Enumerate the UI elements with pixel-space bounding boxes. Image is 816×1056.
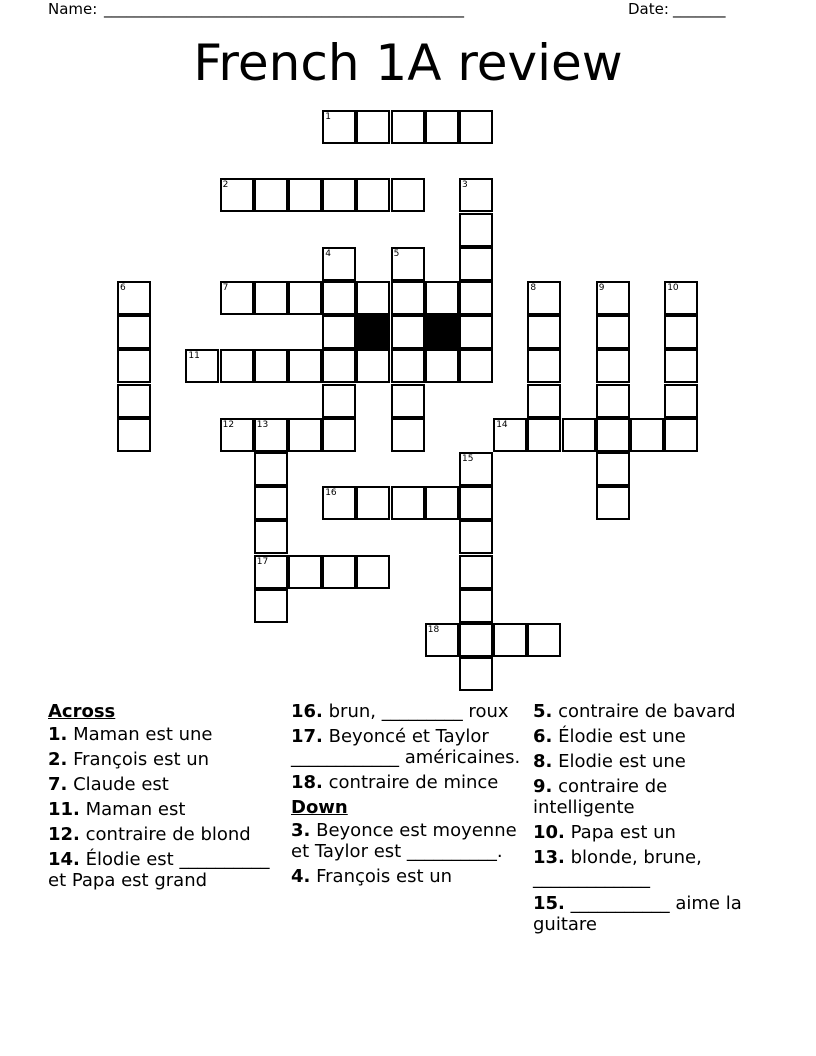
- cell-number: 7: [222, 283, 229, 293]
- black-square: [425, 315, 459, 349]
- crossword-cell[interactable]: [356, 349, 390, 383]
- clues-column-2: [291, 701, 526, 891]
- crossword-cell[interactable]: [596, 315, 630, 349]
- crossword-cell[interactable]: [322, 281, 356, 315]
- clue-text: Élodie est une: [558, 726, 686, 747]
- crossword-cell[interactable]: [391, 281, 425, 315]
- crossword-cell[interactable]: [459, 281, 493, 315]
- crossword-cell[interactable]: [425, 486, 459, 520]
- crossword-cell[interactable]: [527, 384, 561, 418]
- crossword-cell[interactable]: [254, 555, 288, 589]
- crossword-cell[interactable]: [493, 623, 527, 657]
- crossword-cell[interactable]: [664, 281, 698, 315]
- crossword-cell[interactable]: [391, 486, 425, 520]
- cell-number: 14: [496, 419, 508, 430]
- cell-number: 17: [256, 556, 269, 567]
- crossword-cell[interactable]: [391, 349, 425, 383]
- crossword-cell[interactable]: [322, 555, 356, 589]
- clue-text: François est un: [73, 749, 210, 770]
- crossword-cell[interactable]: [117, 281, 151, 315]
- cell-number: 18: [427, 625, 440, 635]
- crossword-cell[interactable]: [596, 486, 630, 520]
- crossword-cell[interactable]: [596, 281, 630, 315]
- crossword-cell[interactable]: [459, 452, 493, 486]
- crossword-cell[interactable]: [527, 623, 561, 657]
- crossword-cell[interactable]: [459, 315, 493, 349]
- cell-number: 4: [325, 248, 331, 259]
- clue-across-2: [48, 749, 278, 770]
- clues-column-1: [48, 701, 278, 895]
- crossword-cell[interactable]: [493, 418, 527, 452]
- crossword-cell[interactable]: [322, 178, 356, 212]
- crossword-cell[interactable]: [117, 418, 151, 452]
- clue-text: Maman est: [85, 799, 186, 820]
- crossword-cell[interactable]: [254, 178, 288, 212]
- clue-text: brun, _________ roux: [328, 701, 509, 722]
- clue-text: blonde, brune, _____________: [533, 847, 702, 889]
- across-heading: Across: [48, 701, 116, 722]
- cell-number: 13: [256, 419, 269, 430]
- down-heading: Down: [291, 797, 348, 818]
- clue-down-15: [533, 893, 753, 935]
- crossword-cell[interactable]: [220, 178, 254, 212]
- clue-text: François est un: [316, 866, 453, 887]
- cell-number: 9: [598, 283, 605, 293]
- clue-text: Beyonce est moyenne et Taylor est __________.: [291, 820, 517, 862]
- clue-text: contraire de mince: [328, 772, 499, 793]
- clue-number: 11.: [48, 799, 80, 820]
- clue-number: 6.: [533, 726, 553, 747]
- crossword-cell[interactable]: [220, 349, 254, 383]
- crossword-cell[interactable]: [459, 486, 493, 520]
- clue-number: 2.: [48, 749, 68, 770]
- cell-number: 16: [325, 488, 337, 499]
- crossword-cell[interactable]: [391, 315, 425, 349]
- cell-number: 15: [462, 454, 474, 464]
- crossword-cell[interactable]: [288, 555, 322, 589]
- name-blank: ________________________________________________: [104, 0, 464, 18]
- crossword-cell[interactable]: [425, 281, 459, 315]
- clue-number: 8.: [533, 751, 553, 772]
- crossword-cell[interactable]: [322, 247, 356, 281]
- crossword-cell[interactable]: [356, 555, 390, 589]
- crossword-cell[interactable]: [459, 349, 493, 383]
- clue-text: Papa est un: [570, 822, 676, 843]
- clue-number: 1.: [48, 724, 68, 745]
- cell-number: 5: [393, 248, 400, 259]
- crossword-cell[interactable]: [322, 110, 356, 144]
- crossword-cell[interactable]: [459, 589, 493, 623]
- clue-text: Maman est une: [73, 724, 213, 745]
- cell-number: 2: [222, 180, 229, 191]
- clue-number: 16.: [291, 701, 323, 722]
- crossword-cell[interactable]: [288, 418, 322, 452]
- crossword-cell[interactable]: [459, 555, 493, 589]
- crossword-cell[interactable]: [322, 486, 356, 520]
- crossword-cell[interactable]: [356, 110, 390, 144]
- crossword-cell[interactable]: [185, 349, 219, 383]
- crossword-cell[interactable]: [596, 349, 630, 383]
- crossword-cell[interactable]: [664, 384, 698, 418]
- cell-number: 3: [462, 180, 468, 191]
- crossword-cell[interactable]: [664, 349, 698, 383]
- crossword-cell[interactable]: [288, 178, 322, 212]
- crossword-cell[interactable]: [425, 349, 459, 383]
- cell-number: 8: [530, 283, 537, 293]
- crossword-cell[interactable]: [254, 452, 288, 486]
- clue-number: 12.: [48, 824, 80, 845]
- date-label: Date:: [628, 0, 669, 18]
- clues-column-3: [533, 701, 753, 939]
- clue-down-5: [533, 701, 753, 722]
- clue-down-4: [291, 866, 526, 887]
- crossword-cell[interactable]: [459, 520, 493, 554]
- clue-across-17: [291, 726, 526, 768]
- crossword-cell[interactable]: [425, 110, 459, 144]
- clue-number: 13.: [533, 847, 565, 868]
- clue-text: Beyoncé et Taylor ____________ américaines.: [291, 726, 521, 768]
- crossword-cell[interactable]: [527, 281, 561, 315]
- crossword-cell[interactable]: [288, 281, 322, 315]
- clue-across-18: [291, 772, 526, 793]
- black-square: [356, 315, 390, 349]
- clue-across-16: [291, 701, 526, 722]
- crossword-cell[interactable]: [254, 520, 288, 554]
- clue-number: 4.: [291, 866, 311, 887]
- crossword-cell[interactable]: [391, 247, 425, 281]
- crossword-cell[interactable]: [596, 384, 630, 418]
- cell-number: 10: [667, 283, 679, 293]
- clue-down-10: [533, 822, 753, 843]
- crossword-cell[interactable]: [459, 657, 493, 691]
- crossword-cell[interactable]: [356, 281, 390, 315]
- crossword-cell[interactable]: [254, 349, 288, 383]
- crossword-cell[interactable]: [254, 589, 288, 623]
- crossword-cell[interactable]: [425, 623, 459, 657]
- crossword-cell[interactable]: [322, 384, 356, 418]
- crossword-cell[interactable]: [117, 315, 151, 349]
- crossword-cell[interactable]: [596, 418, 630, 452]
- crossword-cell[interactable]: [664, 315, 698, 349]
- cell-number: 12: [222, 419, 235, 430]
- crossword-cell[interactable]: [356, 486, 390, 520]
- crossword-cell[interactable]: [254, 281, 288, 315]
- clue-text: contraire de intelligente: [533, 776, 668, 818]
- clue-number: 5.: [533, 701, 553, 722]
- crossword-cell[interactable]: [356, 178, 390, 212]
- crossword-cell[interactable]: [391, 110, 425, 144]
- clue-across-7: [48, 774, 278, 795]
- clue-text: contraire de bavard: [558, 701, 736, 722]
- crossword-cell[interactable]: [391, 384, 425, 418]
- crossword-cell[interactable]: [220, 418, 254, 452]
- crossword-cell[interactable]: [220, 281, 254, 315]
- crossword-cell[interactable]: [391, 418, 425, 452]
- clue-across-1: [48, 724, 278, 745]
- crossword-cell[interactable]: [288, 349, 322, 383]
- crossword-cell[interactable]: [459, 213, 493, 247]
- crossword-cell[interactable]: [459, 178, 493, 212]
- clue-number: 3.: [291, 820, 311, 841]
- clue-text: ___________ aime la guitare: [533, 893, 742, 935]
- clue-down-6: [533, 726, 753, 747]
- crossword-cell[interactable]: [322, 349, 356, 383]
- clue-number: 15.: [533, 893, 565, 914]
- clue-down-9: [533, 776, 753, 818]
- clue-number: 10.: [533, 822, 565, 843]
- crossword-cell[interactable]: [322, 418, 356, 452]
- name-label: Name:: [48, 0, 98, 18]
- crossword-cell[interactable]: [391, 178, 425, 212]
- clue-text: Claude est: [73, 774, 169, 795]
- crossword-cell[interactable]: [459, 110, 493, 144]
- clue-across-11: [48, 799, 278, 820]
- crossword-cell[interactable]: [459, 623, 493, 657]
- crossword-cell[interactable]: [459, 247, 493, 281]
- crossword-cell[interactable]: [630, 418, 664, 452]
- crossword-cell[interactable]: [527, 418, 561, 452]
- clue-number: 7.: [48, 774, 68, 795]
- clue-down-3: [291, 820, 526, 862]
- clue-number: 17.: [291, 726, 323, 747]
- clue-across-12: [48, 824, 278, 845]
- crossword-cell[interactable]: [527, 315, 561, 349]
- clue-down-8: [533, 751, 753, 772]
- crossword-cell[interactable]: [117, 349, 151, 383]
- cell-number: 11: [188, 351, 200, 362]
- crossword-cell[interactable]: [254, 418, 288, 452]
- crossword-cell[interactable]: [562, 418, 596, 452]
- crossword-cell[interactable]: [322, 315, 356, 349]
- crossword-cell[interactable]: [117, 384, 151, 418]
- crossword-cell[interactable]: [527, 349, 561, 383]
- clue-across-14: [48, 849, 278, 891]
- page-title: French 1A review: [193, 34, 623, 92]
- clue-text: Élodie est __________ et Papa est grand: [48, 849, 270, 891]
- clue-number: 14.: [48, 849, 80, 870]
- clue-number: 18.: [291, 772, 323, 793]
- crossword-cell[interactable]: [254, 486, 288, 520]
- clue-text: contraire de blond: [85, 824, 251, 845]
- cell-number: 1: [325, 112, 331, 122]
- clue-number: 9.: [533, 776, 553, 797]
- cell-number: 6: [120, 283, 126, 293]
- crossword-cell[interactable]: [664, 418, 698, 452]
- clue-down-13: [533, 847, 753, 889]
- date-blank: _______: [673, 0, 726, 18]
- crossword-cell[interactable]: [596, 452, 630, 486]
- clue-text: Elodie est une: [558, 751, 686, 772]
